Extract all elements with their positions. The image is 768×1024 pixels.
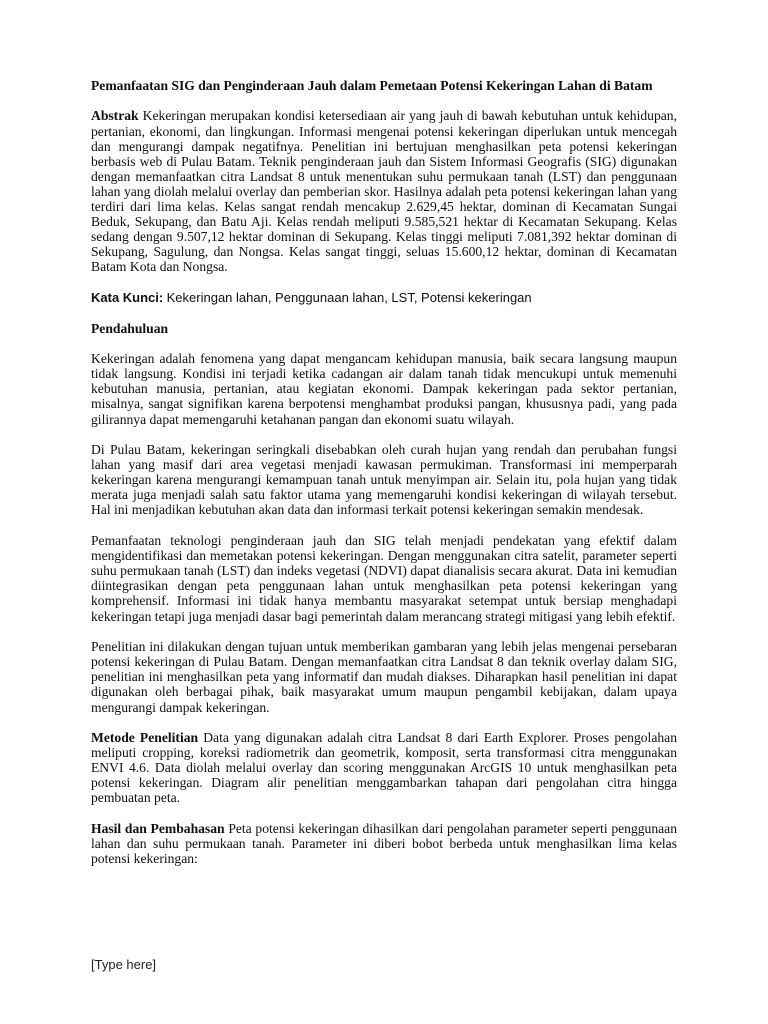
- keywords-label: Kata Kunci:: [91, 289, 164, 305]
- introduction-paragraph-3: Pemanfaatan teknologi penginderaan jauh dan SIG telah menjadi pendekatan yang efektif dalam mengidentifikasi dan memetakan potensi kekeringan. Dengan menggunakan citra satelit, parameter seperti suhu permukaan tanah (LST) dan indeks vegetasi (NDVI) dapat dianalisis secara akurat. Data ini kemudian diintegrasikan dengan peta penggunaan lahan untuk menghasilkan peta potensi kekeringan yang komprehensif. Informasi ini tidak hanya membantu masyarakat setempat untuk bersiap menghadapi kekeringan tetapi juga menjadi dasar bagi pemerintah dalam merancang strategi mitigasi yang lebih efektif.: [91, 533, 677, 624]
- methods-section: [91, 730, 677, 805]
- keywords-section: [91, 290, 677, 305]
- keywords-text: Kekeringan lahan, Penggunaan lahan, LST, Potensi kekeringan: [166, 289, 532, 305]
- abstract-text: Kekeringan merupakan kondisi ketersediaan air yang jauh di bawah kebutuhan untuk kehidupan, pertanian, ekonomi, dan lingkungan. Informasi mengenai potensi kekeringan diperlukan untuk mencegah dan mengurangi dampak negatifnya. Penelitian ini bertujuan menghasilkan peta potensi kekeringan berbasis web di Pulau Batam. Teknik penginderaan jauh dan Sistem Informasi Geografis (SIG) digunakan dengan memanfaatkan citra Landsat 8 untuk menentukan suhu permukaan tanah (LST) dan penggunaan lahan yang diolah melalui overlay dan pemberian skor. Hasilnya adalah peta potensi kekeringan lahan yang terdiri dari lima kelas. Kelas sangat rendah mencakup 2.629,45 hektar, dominan di Kecamatan Sungai Beduk, Sekupang, dan Batu Aji. Kelas rendah meliputi 9.585,521 hektar di Kecamatan Sekupang. Kelas sedang dengan 9.507,12 hektar dominan di Sekupang. Kelas tinggi meliputi 7.081,392 hektar dominan di Sekupang, Sagulung, dan Nongsa. Kelas sangat tinggi, seluas 15.600,12 hektar, dominan di Kecamatan Batam Kota dan Nongsa.: [91, 108, 677, 275]
- document-title: Pemanfaatan SIG dan Penginderaan Jauh dalam Pemetaan Potensi Kekeringan Lahan di Batam: [91, 78, 653, 93]
- results-text: Peta potensi kekeringan dihasilkan dari pengolahan parameter seperti penggunaan lahan dan suhu permukaan tanah. Parameter ini diberi bobot berbeda untuk menghasilkan lima kelas potensi kekeringan:: [91, 821, 677, 867]
- introduction-paragraph-4: Penelitian ini dilakukan dengan tujuan untuk memberikan gambaran yang lebih jelas mengenai persebaran potensi kekeringan di Pulau Batam. Dengan memanfaatkan citra Landsat 8 dan teknik overlay dalam SIG, penelitian ini menghasilkan peta yang informatif dan mudah diakses. Diharapkan hasil penelitian ini dapat digunakan oleh berbagai pihak, baik masyarakat umum maupun pengambil kebijakan, dalam upaya mengurangi dampak kekeringan.: [91, 639, 677, 715]
- introduction-paragraph-2: Di Pulau Batam, kekeringan seringkali disebabkan oleh curah hujan yang rendah dan perubahan fungsi lahan yang masif dari area vegetasi menjadi kawasan permukiman. Transformasi ini memperparah kekeringan karena mengurangi kemampuan tanah untuk menyimpan air. Selain itu, pola hujan yang tidak merata juga menjadi salah satu faktor utama yang memengaruhi kondisi kekeringan di wilayah tersebut. Hal ini menjadikan kebutuhan akan data dan informasi terkait potensi kekeringan semakin mendesak.: [91, 442, 677, 518]
- results-label: Hasil dan Pembahasan: [91, 821, 225, 837]
- methods-label: Metode Penelitian: [91, 730, 199, 746]
- methods-text: Data yang digunakan adalah citra Landsat 8 dari Earth Explorer. Proses pengolahan meliputi cropping, koreksi radiometrik dan geometrik, komposit, serta transformasi citra menggunakan ENVI 4.6. Data diolah melalui overlay dan scoring menggunakan ArcGIS 10 untuk menghasilkan peta potensi kekeringan. Diagram alir penelitian menggambarkan tahapan dari pengolahan citra hingga pembuatan peta.: [91, 730, 677, 806]
- page-footer: [Type here]: [91, 957, 157, 972]
- results-section: [91, 821, 677, 866]
- abstract-section: [91, 108, 677, 274]
- introduction-heading: Pendahuluan: [91, 320, 169, 336]
- abstract-label: Abstrak: [91, 108, 139, 124]
- introduction-paragraph-1: Kekeringan adalah fenomena yang dapat mengancam kehidupan manusia, baik secara langsung maupun tidak langsung. Kondisi ini terjadi ketika cadangan air dalam tanah tidak mencukupi untuk memenuhi kebutuhan manusia, pertanian, atau kegiatan ekonomi. Dampak kekeringan pada sektor pertanian, misalnya, sangat signifikan karena berpotensi menghambat produksi pangan, khususnya padi, yang pada gilirannya dapat memengaruhi ketahanan pangan dan ekonomi suatu wilayah.: [91, 351, 677, 427]
